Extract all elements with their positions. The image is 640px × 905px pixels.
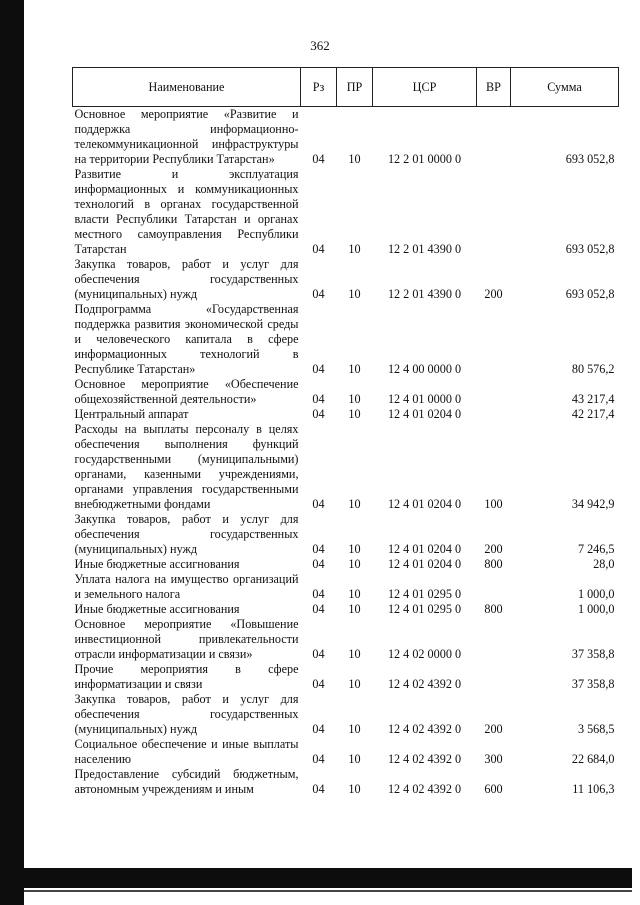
row-rz: 04 xyxy=(312,647,325,661)
row-name: Центральный аппарат xyxy=(74,407,189,421)
row-csr: 12 2 01 4390 0 xyxy=(387,287,462,301)
row-sum: 11 106,3 xyxy=(572,782,615,796)
budget-table xyxy=(72,67,619,797)
row-csr: 12 4 00 0000 0 xyxy=(387,362,462,376)
row-rz: 04 xyxy=(312,497,325,511)
table-row xyxy=(73,107,619,168)
row-sum: 28,0 xyxy=(593,557,615,571)
row-rz: 04 xyxy=(312,362,325,376)
table-body xyxy=(73,107,619,798)
row-rz: 04 xyxy=(312,752,325,766)
row-csr: 12 4 01 0204 0 xyxy=(387,557,462,571)
row-sum: 80 576,2 xyxy=(571,362,615,376)
row-rz: 04 xyxy=(312,677,325,691)
row-pr: 10 xyxy=(348,587,361,601)
row-sum: 43 217,4 xyxy=(571,392,615,406)
row-pr: 10 xyxy=(348,242,361,256)
table-row xyxy=(73,257,619,302)
row-csr: 12 4 02 4392 0 xyxy=(387,752,462,766)
row-pr: 10 xyxy=(348,542,361,556)
row-pr: 10 xyxy=(348,677,361,691)
header-vr: ВР xyxy=(477,68,511,107)
row-rz: 04 xyxy=(312,542,325,556)
row-vr: 800 xyxy=(484,602,503,616)
table-row xyxy=(73,302,619,377)
row-vr xyxy=(477,407,511,422)
row-pr: 10 xyxy=(348,602,361,616)
row-pr: 10 xyxy=(348,722,361,736)
row-sum: 3 568,5 xyxy=(577,722,615,736)
row-name: Основное мероприятие «Повышение инвестиционной привлекательности отрасли информатизации и связи» xyxy=(74,617,299,661)
row-name: Подпрограмма «Государственная поддержка развития экономической среды и человеческого капитала в сфере информационных технологий в Республике Татарстан» xyxy=(74,302,299,376)
row-csr: 12 4 01 0000 0 xyxy=(387,392,462,406)
row-vr: 200 xyxy=(484,287,503,301)
row-rz: 04 xyxy=(312,587,325,601)
row-vr xyxy=(477,572,511,602)
row-sum: 37 358,8 xyxy=(571,677,615,691)
row-sum: 22 684,0 xyxy=(571,752,615,766)
row-csr: 12 4 01 0295 0 xyxy=(387,587,462,601)
row-pr: 10 xyxy=(348,392,361,406)
row-pr: 10 xyxy=(348,407,361,421)
table-row xyxy=(73,662,619,692)
row-vr: 800 xyxy=(484,557,503,571)
table-header-row xyxy=(73,68,619,107)
row-vr xyxy=(477,167,511,257)
budget-table-container xyxy=(72,67,618,797)
row-name: Иные бюджетные ассигнования xyxy=(74,602,240,616)
row-rz: 04 xyxy=(312,392,325,406)
table-row xyxy=(73,167,619,257)
row-vr xyxy=(477,617,511,662)
table-row xyxy=(73,572,619,602)
row-csr: 12 4 01 0204 0 xyxy=(387,497,462,511)
row-vr: 200 xyxy=(484,722,503,736)
row-csr: 12 4 02 0000 0 xyxy=(387,647,462,661)
row-vr: 100 xyxy=(484,497,503,511)
row-sum: 7 246,5 xyxy=(577,542,615,556)
table-row xyxy=(73,407,619,422)
table-row xyxy=(73,767,619,797)
row-vr xyxy=(477,302,511,377)
row-name: Предоставление субсидий бюджетным, автономным учреждениям и иным xyxy=(74,767,299,796)
row-sum: 42 217,4 xyxy=(571,407,615,421)
row-csr: 12 4 02 4392 0 xyxy=(387,722,462,736)
row-rz: 04 xyxy=(312,602,325,616)
row-csr: 12 2 01 4390 0 xyxy=(387,242,462,256)
row-csr: 12 4 02 4392 0 xyxy=(387,782,462,796)
row-name: Основное мероприятие «Развитие и поддержка информационно-телекоммуникационной инфраструктуры на территории Республики Татарстан» xyxy=(74,107,299,166)
header-csr: ЦСР xyxy=(373,68,477,107)
row-sum: 34 942,9 xyxy=(571,497,615,511)
row-name: Основное мероприятие «Обеспечение общехозяйственной деятельности» xyxy=(74,377,299,406)
row-name: Иные бюджетные ассигнования xyxy=(74,557,240,571)
row-vr xyxy=(477,377,511,407)
row-pr: 10 xyxy=(348,497,361,511)
row-name: Развитие и эксплуатация информационных и коммуникационных технологий в органах государственной власти Республики Татарстан и органах местного самоуправления Республики Татарстан xyxy=(74,167,299,256)
page-number: 362 xyxy=(310,38,330,53)
scan-bottom-line xyxy=(24,890,632,892)
row-pr: 10 xyxy=(348,287,361,301)
row-csr: 12 4 02 4392 0 xyxy=(387,677,462,691)
row-rz: 04 xyxy=(312,287,325,301)
row-name: Закупка товаров, работ и услуг для обеспечения государственных (муниципальных) нужд xyxy=(74,257,299,301)
table-row xyxy=(73,617,619,662)
row-pr: 10 xyxy=(348,362,361,376)
row-sum: 1 000,0 xyxy=(577,587,615,601)
row-rz: 04 xyxy=(312,407,325,421)
scan-bottom-edge xyxy=(22,868,632,888)
row-vr xyxy=(477,107,511,168)
row-csr: 12 4 01 0204 0 xyxy=(387,542,462,556)
row-csr: 12 4 01 0204 0 xyxy=(387,407,462,421)
row-sum: 693 052,8 xyxy=(565,152,615,166)
table-row xyxy=(73,422,619,512)
table-row xyxy=(73,512,619,557)
row-pr: 10 xyxy=(348,557,361,571)
row-name: Закупка товаров, работ и услуг для обеспечения государственных (муниципальных) нужд xyxy=(74,692,299,736)
table-row xyxy=(73,557,619,572)
row-csr: 12 4 01 0295 0 xyxy=(387,602,462,616)
row-pr: 10 xyxy=(348,752,361,766)
header-rz: Рз xyxy=(301,68,337,107)
row-sum: 1 000,0 xyxy=(577,602,615,616)
table-row xyxy=(73,377,619,407)
row-name: Расходы на выплаты персоналу в целях обеспечения выполнения функций государственными (муниципальными) органами, казенными учреждениями, органами управления государственными внебюджетными фондами xyxy=(74,422,299,511)
row-vr: 300 xyxy=(484,752,503,766)
row-rz: 04 xyxy=(312,722,325,736)
row-pr: 10 xyxy=(348,152,361,166)
row-sum: 37 358,8 xyxy=(571,647,615,661)
table-row xyxy=(73,737,619,767)
row-rz: 04 xyxy=(312,242,325,256)
row-name: Социальное обеспечение и иные выплаты населению xyxy=(74,737,299,766)
row-vr: 600 xyxy=(484,782,503,796)
row-rz: 04 xyxy=(312,782,325,796)
row-rz: 04 xyxy=(312,152,325,166)
header-pr: ПР xyxy=(337,68,373,107)
row-csr: 12 2 01 0000 0 xyxy=(387,152,462,166)
row-sum: 693 052,8 xyxy=(565,287,615,301)
row-name: Уплата налога на имущество организаций и земельного налога xyxy=(74,572,299,601)
row-name: Прочие мероприятия в сфере информатизации и связи xyxy=(74,662,299,691)
header-sum: Сумма xyxy=(511,68,619,107)
row-pr: 10 xyxy=(348,782,361,796)
row-rz: 04 xyxy=(312,557,325,571)
table-row xyxy=(73,692,619,737)
row-vr xyxy=(477,662,511,692)
row-name: Закупка товаров, работ и услуг для обеспечения государственных (муниципальных) нужд xyxy=(74,512,299,556)
row-sum: 693 052,8 xyxy=(565,242,615,256)
scan-left-edge xyxy=(0,0,24,905)
table-row xyxy=(73,602,619,617)
row-vr: 200 xyxy=(484,542,503,556)
row-pr: 10 xyxy=(348,647,361,661)
header-name: Наименование xyxy=(73,68,301,107)
